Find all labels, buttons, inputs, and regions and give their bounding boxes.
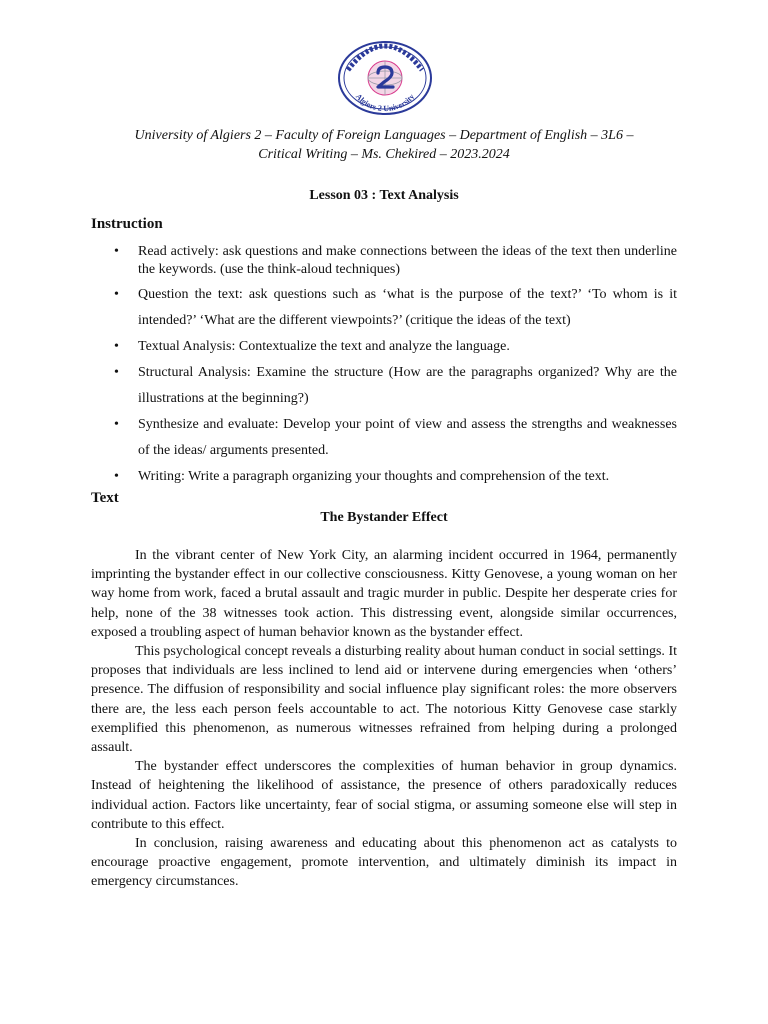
article-paragraph-4: In conclusion, raising awareness and educating about this phenomenon act as catalysts to encourage proactive engagement, promote intervention, and ultimately diminish its impact in emergency circumstances.: [91, 836, 677, 890]
instruction-item-question: • Question the text: ask questions such as ‘what is the purpose of the text?’ ‘To whom is it intended?’ ‘What are the different viewpoints?’ (critique the ideas of the text): [91, 282, 677, 334]
article-body: [91, 546, 677, 892]
article-paragraph-3: The bystander effect underscores the complexities of human behavior in group dynamics. Instead of heightening the likelihood of assistance, the presence of others paradoxically reduces individual action. Factors like uncertainty, fear of social stigma, or assuming someone else will step in contribute to this effect.: [91, 759, 677, 832]
instruction-item-synthesize: • Synthesize and evaluate: Develop your point of view and assess the strengths and weaknesses of the ideas/ arguments presented.: [91, 412, 677, 464]
lesson-title: Lesson 03 : Text Analysis: [309, 188, 459, 203]
instruction-list: [91, 243, 677, 490]
instruction-item-textual: • Textual Analysis: Contextualize the text and analyze the language.: [91, 334, 677, 360]
instruction-heading: Instruction: [91, 216, 163, 232]
article-paragraph-2: This psychological concept reveals a disturbing reality about human conduct in social settings. It proposes that individuals are less inclined to lend aid or intervene during emergencies when ‘others’ presence. The diffusion of responsibility and social influence play significant roles: the more observers there are, the less each person feels accountable to act. The notorious Kitty Genovese case starkly exemplified this phenomenon, as numerous witnesses refrained from helping during a prolonged assault.: [91, 644, 677, 756]
instruction-item-writing: • Writing: Write a paragraph organizing your thoughts and comprehension of the text.: [91, 464, 677, 490]
text-heading: Text: [91, 490, 119, 506]
article-paragraph-1: In the vibrant center of New York City, an alarming incident occurred in 1964, permanently imprinting the bystander effect in our collective consciousness. Kitty Genovese, a young woman on her way home from work, faced a brutal assault and tragic murder in public. Despite her desperate cries for help, none of the 38 witnesses took action. This distressing event, alongside similar occurrences, exposed a troubling aspect of human behavior known as the bystander effect.: [91, 548, 677, 640]
course-header: [90, 126, 678, 164]
article-title: The Bystander Effect: [320, 510, 448, 525]
header-line-1: University of Algiers 2 – Faculty of Foreign Languages – Department of English – 3L6 –: [134, 128, 634, 143]
university-logo: [336, 40, 434, 116]
header-line-2: Critical Writing – Ms. Chekired – 2023.2024: [258, 147, 510, 162]
instruction-item-read: • Read actively: ask questions and make connections between the ideas of the text then underline the keywords. (use the think-aloud techniques): [91, 243, 677, 279]
logo-text: Algiers 2 University: [353, 92, 417, 114]
instruction-item-structural: • Structural Analysis: Examine the structure (How are the paragraphs organized? Why are the illustrations at the beginning?): [91, 360, 677, 412]
